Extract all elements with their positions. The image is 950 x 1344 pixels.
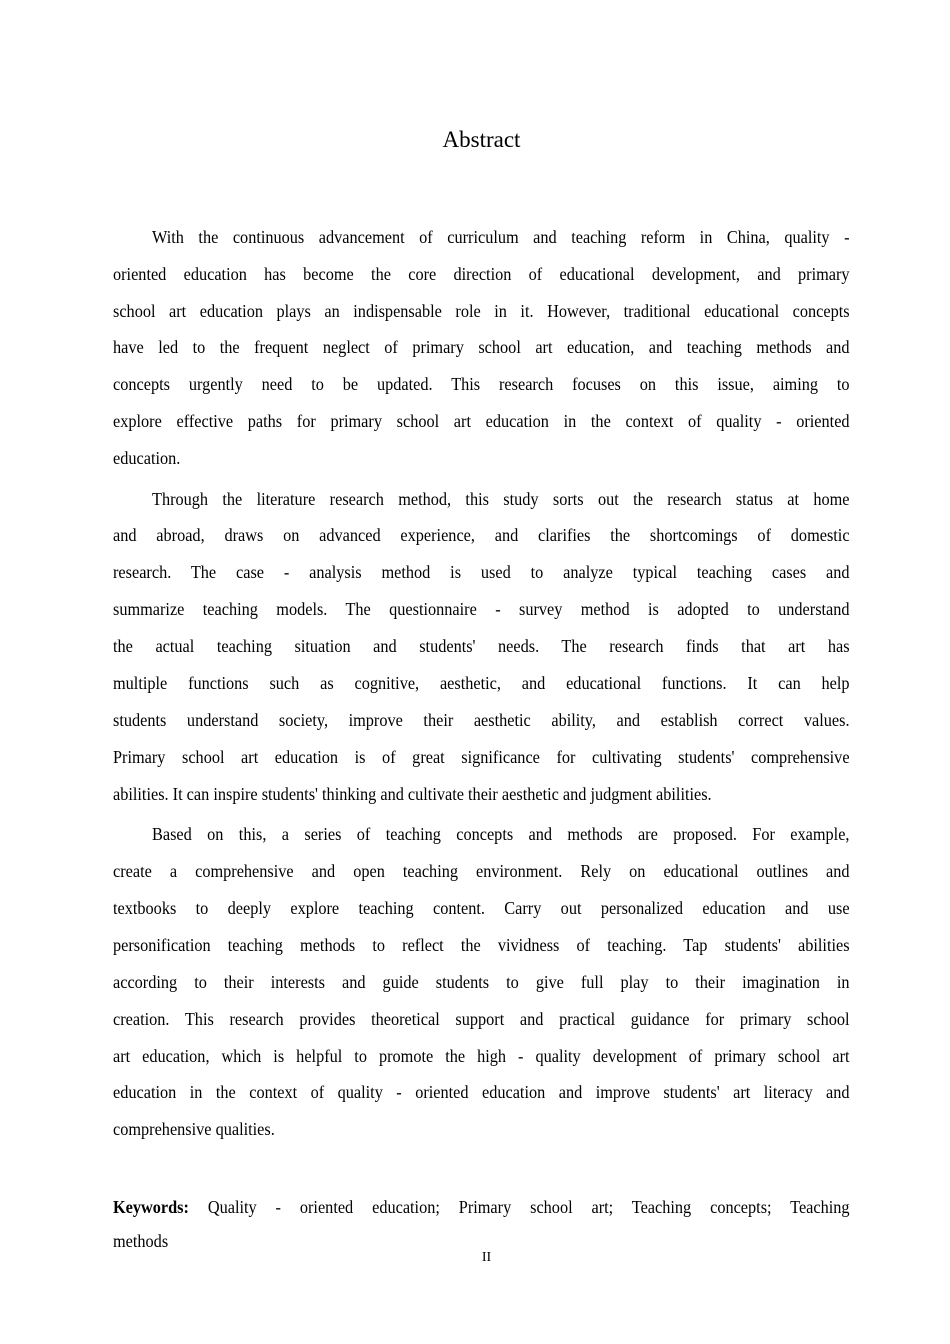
text-line: Primary school art education is of great significance for cultivating students' comprehensive: [113, 747, 850, 767]
text-line: summarize teaching models. The questionnaire - survey method is adopted to understand: [113, 599, 850, 619]
text-line: personification teaching methods to reflect the vividness of teaching. Tap students' abilities: [113, 935, 850, 955]
text-line: students understand society, improve their aesthetic ability, and establish correct values.: [113, 710, 850, 730]
text-line: explore effective paths for primary school art education in the context of quality - oriented: [113, 411, 850, 431]
text-line: have led to the frequent neglect of primary school art education, and teaching methods and: [113, 337, 850, 357]
keywords-line: methods: [113, 1231, 169, 1251]
text-line: With the continuous advancement of curriculum and teaching reform in China, quality -: [152, 227, 850, 247]
text-line: school art education plays an indispensable role in it. However, traditional educational concepts: [113, 301, 850, 321]
text-line: art education, which is helpful to promote the high - quality development of primary school art: [113, 1046, 850, 1066]
text-line: Through the literature research method, this study sorts out the research status at home: [152, 489, 850, 509]
text-line: Based on this, a series of teaching concepts and methods are proposed. For example,: [152, 824, 850, 844]
text-line: concepts urgently need to be updated. This research focuses on this issue, aiming to: [113, 374, 850, 394]
text-line: comprehensive qualities.: [113, 1119, 275, 1139]
text-line: and abroad, draws on advanced experience, and clarifies the shortcomings of domestic: [113, 525, 850, 545]
text-line: oriented education has become the core direction of educational development, and primary: [113, 264, 850, 284]
keywords-label: Keywords:: [113, 1197, 189, 1217]
text-line: the actual teaching situation and students' needs. The research finds that art has: [113, 636, 850, 656]
text-line: research. The case - analysis method is used to analyze typical teaching cases and: [113, 562, 850, 582]
text-line: create a comprehensive and open teaching environment. Rely on educational outlines and: [113, 861, 850, 881]
page-number: II: [481, 1250, 492, 1265]
text-line: education in the context of quality - oriented education and improve students' art literacy and: [113, 1082, 850, 1102]
text-line: according to their interests and guide students to give full play to their imagination in: [113, 972, 850, 992]
keywords-text: Quality - oriented education; Primary school art; Teaching concepts; Teaching: [207, 1197, 850, 1217]
abstract-title: Abstract: [442, 127, 521, 152]
text-line: education.: [113, 448, 181, 468]
keywords-line: [113, 1195, 850, 1219]
text-line: creation. This research provides theoretical support and practical guidance for primary school: [113, 1009, 850, 1029]
text-line: textbooks to deeply explore teaching content. Carry out personalized education and use: [113, 898, 850, 918]
text-line: multiple functions such as cognitive, aesthetic, and educational functions. It can help: [113, 673, 850, 693]
text-line: abilities. It can inspire students' thinking and cultivate their aesthetic and judgment abilities.: [113, 784, 712, 804]
